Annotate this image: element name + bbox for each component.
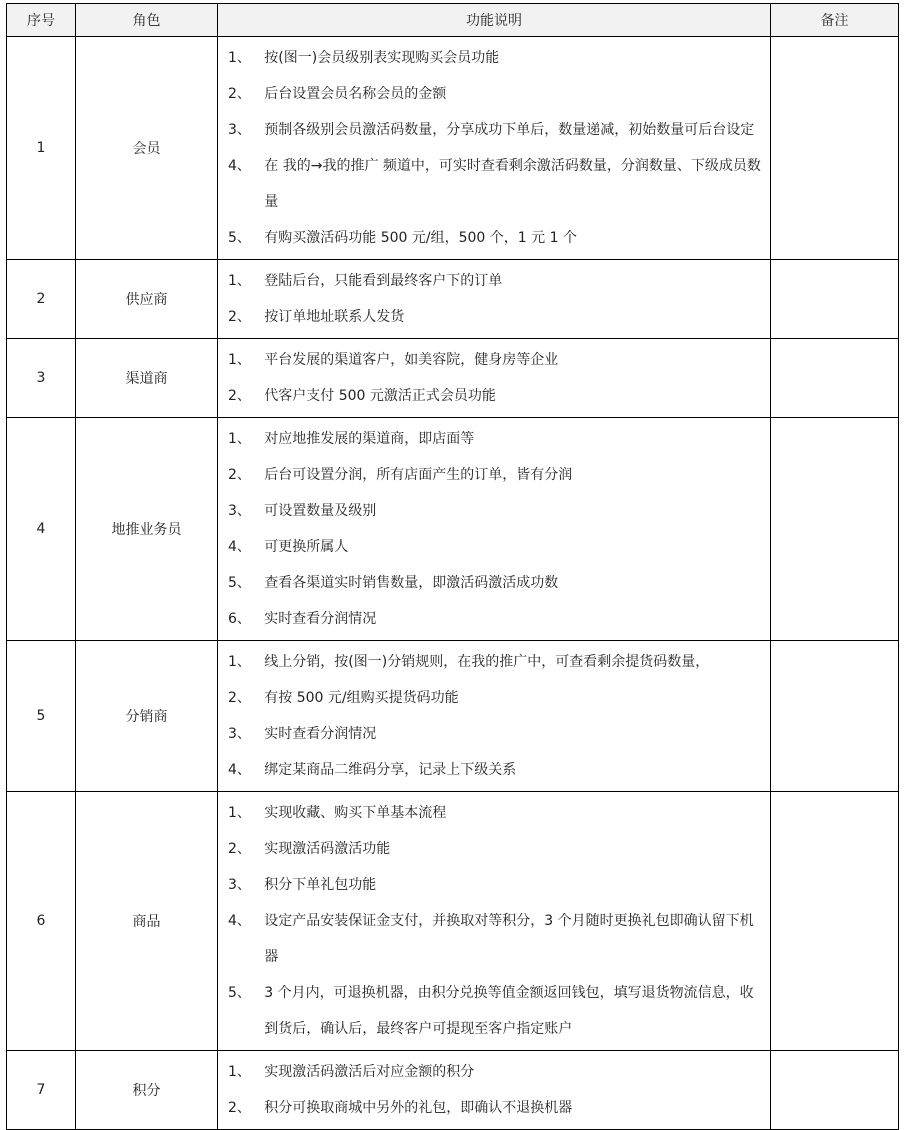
- feature-item-number: 3、: [228, 503, 265, 519]
- table-row: [7, 1051, 899, 1130]
- feature-item-text: 有购买激活码功能 500 元/组，500 个，1 元 1 个: [264, 230, 577, 246]
- feature-item-number: 1、: [228, 352, 265, 368]
- feature-item-number: 3、: [228, 726, 265, 742]
- feature-item-text: 有按 500 元/组购买提货码功能: [264, 690, 459, 706]
- row-note-cell: [771, 1051, 899, 1130]
- feature-item-text: 设定产品安装保证金支付，并换取对等积分，3 个月随时更换礼包即确认留下机器: [264, 913, 754, 965]
- table-body: [7, 37, 899, 1130]
- row-seq-cell: 2: [7, 260, 76, 339]
- table-row: [7, 37, 899, 260]
- table-row: [7, 792, 899, 1051]
- feature-list-item: [228, 565, 762, 601]
- feature-list-item: [228, 148, 762, 220]
- feature-list-item: [228, 975, 762, 1047]
- row-description-cell: [218, 260, 771, 339]
- feature-list-item: [228, 831, 762, 867]
- feature-item-number: 2、: [228, 309, 265, 325]
- row-seq-cell: 7: [7, 1051, 76, 1130]
- feature-list-item: [228, 752, 762, 788]
- feature-item-number: 4、: [228, 762, 265, 778]
- feature-item-number: 2、: [228, 690, 265, 706]
- feature-item-text: 对应地推发展的渠道商，即店面等: [264, 431, 475, 447]
- feature-list-item: [228, 457, 762, 493]
- feature-list-item: [228, 644, 762, 680]
- row-seq-cell: 4: [7, 418, 76, 641]
- feature-item-text: 实现激活码激活后对应金额的积分: [264, 1064, 475, 1080]
- feature-item-text: 线上分销，按(图一)分销规则，在我的推广中，可查看剩余提货码数量，: [264, 654, 710, 670]
- feature-item-text: 积分下单礼包功能: [264, 877, 377, 893]
- feature-item-text: 3 个月内，可退换机器，由积分兑换等值金额返回钱包，填写退货物流信息，收到货后，确认后，最终客户可提现至客户指定账户: [264, 985, 754, 1037]
- row-seq-cell: 1: [7, 37, 76, 260]
- feature-list-item: [228, 903, 762, 975]
- feature-list-item: [228, 378, 762, 414]
- feature-item-number: 1、: [228, 50, 265, 66]
- feature-item-number: 2、: [228, 388, 265, 404]
- feature-item-number: 4、: [228, 913, 265, 929]
- row-note-cell: [771, 37, 899, 260]
- feature-list-item: [228, 493, 762, 529]
- table-row: [7, 418, 899, 641]
- row-description-cell: [218, 339, 771, 418]
- feature-list-item: [228, 529, 762, 565]
- feature-item-text: 在 我的→我的推广 频道中，可实时查看剩余激活码数量，分润数量、下级成员数量: [264, 158, 761, 210]
- feature-list-item: [228, 716, 762, 752]
- header-note: 备注: [771, 4, 899, 37]
- row-note-cell: [771, 418, 899, 641]
- feature-item-number: 1、: [228, 805, 265, 821]
- feature-item-text: 查看各渠道实时销售数量，即激活码激活成功数: [264, 575, 559, 591]
- table-row: [7, 641, 899, 792]
- feature-list-item: [228, 601, 762, 637]
- feature-item-number: 1、: [228, 273, 265, 289]
- feature-list-item: [228, 680, 762, 716]
- row-description-cell: [218, 792, 771, 1051]
- row-note-cell: [771, 792, 899, 1051]
- row-seq-cell: 6: [7, 792, 76, 1051]
- feature-list-item: [228, 40, 762, 76]
- feature-list-item: [228, 76, 762, 112]
- feature-list-item: [228, 220, 762, 256]
- feature-item-number: 2、: [228, 841, 265, 857]
- feature-item-text: 后台设置会员名称会员的金额: [264, 86, 447, 102]
- feature-item-text: 实时查看分润情况: [264, 726, 377, 742]
- feature-item-number: 4、: [228, 158, 265, 174]
- row-role-cell: 会员: [76, 37, 218, 260]
- feature-item-text: 登陆后台，只能看到最终客户下的订单: [264, 273, 503, 289]
- feature-item-text: 绑定某商品二维码分享，记录上下级关系: [264, 762, 517, 778]
- feature-list-item: [228, 795, 762, 831]
- row-note-cell: [771, 641, 899, 792]
- header-seq: 序号: [7, 4, 76, 37]
- table-row: [7, 339, 899, 418]
- row-role-cell: 分销商: [76, 641, 218, 792]
- feature-list-item: [228, 421, 762, 457]
- feature-item-number: 1、: [228, 654, 265, 670]
- feature-item-number: 2、: [228, 86, 265, 102]
- row-description-cell: [218, 418, 771, 641]
- feature-item-text: 实时查看分润情况: [264, 611, 377, 627]
- feature-item-text: 预制各级别会员激活码数量，分享成功下单后，数量递减，初始数量可后台设定: [264, 122, 755, 138]
- feature-item-text: 可更换所属人: [264, 539, 349, 555]
- feature-list-item: [228, 1054, 762, 1090]
- feature-item-number: 5、: [228, 230, 265, 246]
- row-note-cell: [771, 339, 899, 418]
- row-description-cell: [218, 641, 771, 792]
- feature-item-text: 按订单地址联系人发货: [264, 309, 405, 325]
- feature-list-item: [228, 867, 762, 903]
- row-role-cell: 渠道商: [76, 339, 218, 418]
- feature-spec-table: [6, 3, 899, 1130]
- table-header-row: [7, 4, 899, 37]
- row-seq-cell: 3: [7, 339, 76, 418]
- feature-item-number: 3、: [228, 877, 265, 893]
- row-description-cell: [218, 1051, 771, 1130]
- row-note-cell: [771, 260, 899, 339]
- row-description-cell: [218, 37, 771, 260]
- row-role-cell: 商品: [76, 792, 218, 1051]
- header-description: 功能说明: [218, 4, 771, 37]
- feature-item-text: 按(图一)会员级别表实现购买会员功能: [264, 50, 500, 66]
- table-row: [7, 260, 899, 339]
- feature-list-item: [228, 1090, 762, 1126]
- feature-item-number: 4、: [228, 539, 265, 555]
- feature-item-text: 可设置数量及级别: [264, 503, 377, 519]
- row-role-cell: 供应商: [76, 260, 218, 339]
- feature-item-number: 2、: [228, 467, 265, 483]
- feature-item-text: 后台可设置分润，所有店面产生的订单，皆有分润: [264, 467, 573, 483]
- feature-item-number: 5、: [228, 575, 265, 591]
- header-role: 角色: [76, 4, 218, 37]
- feature-item-text: 积分可换取商城中另外的礼包，即确认不退换机器: [264, 1100, 573, 1116]
- row-seq-cell: 5: [7, 641, 76, 792]
- feature-item-text: 实现收藏、购买下单基本流程: [264, 805, 447, 821]
- feature-item-number: 1、: [228, 1064, 265, 1080]
- feature-list-item: [228, 263, 762, 299]
- feature-item-number: 6、: [228, 611, 265, 627]
- feature-list-item: [228, 299, 762, 335]
- feature-list-item: [228, 112, 762, 148]
- feature-list-item: [228, 342, 762, 378]
- row-role-cell: 积分: [76, 1051, 218, 1130]
- row-role-cell: 地推业务员: [76, 418, 218, 641]
- feature-item-text: 实现激活码激活功能: [264, 841, 391, 857]
- feature-item-number: 2、: [228, 1100, 265, 1116]
- feature-item-number: 5、: [228, 985, 265, 1001]
- feature-item-text: 平台发展的渠道客户，如美容院，健身房等企业: [264, 352, 559, 368]
- feature-item-text: 代客户支付 500 元激活正式会员功能: [264, 388, 496, 404]
- feature-item-number: 1、: [228, 431, 265, 447]
- feature-item-number: 3、: [228, 122, 265, 138]
